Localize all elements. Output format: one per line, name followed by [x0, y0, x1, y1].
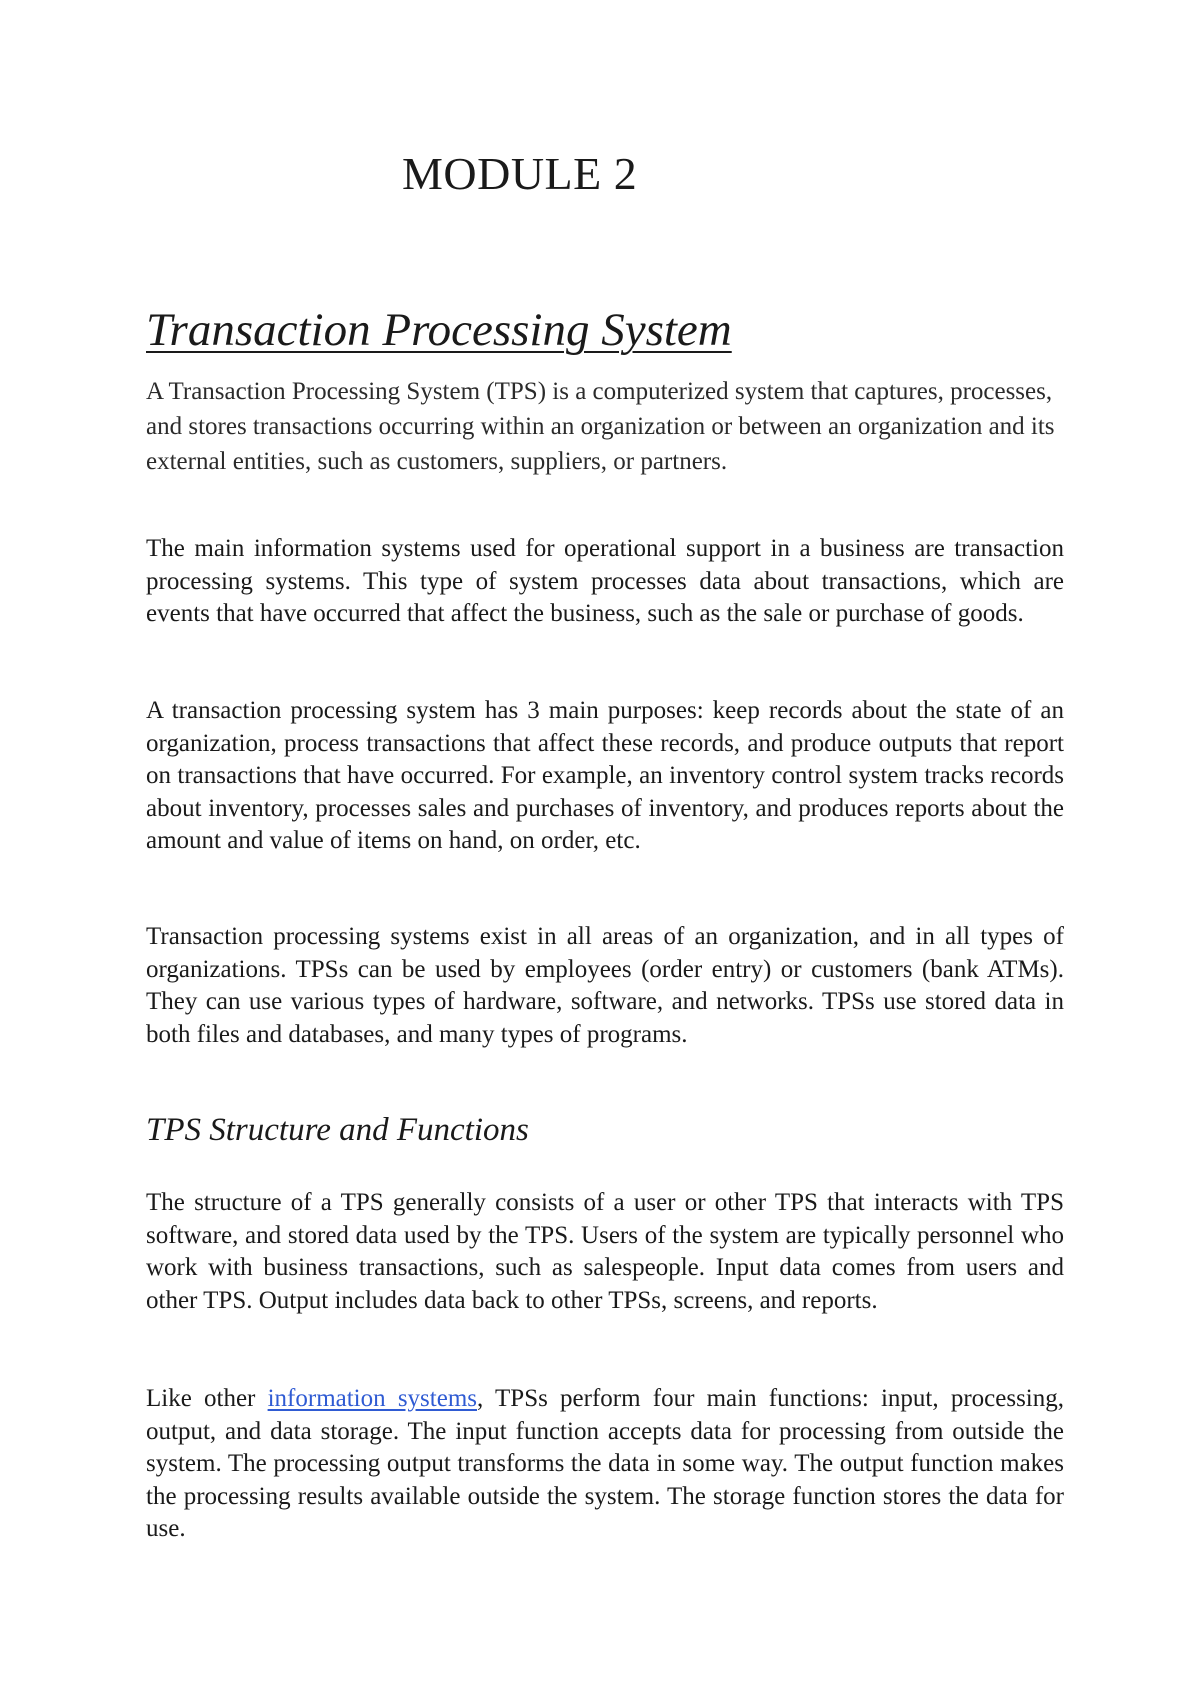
paragraph-functions-rest: , TPSs perform four main functions: input, processing, output, and data storage. The input function accepts data for processing from outside the system. The processing output transforms the data in some way. The output function makes the processing results available outside the system. The storage function stores the data for use.: [146, 1385, 1064, 1542]
sub-heading: TPS Structure and Functions: [146, 1112, 529, 1148]
module-title: MODULE 2: [402, 148, 638, 199]
main-heading: Transaction Processing System: [146, 304, 732, 356]
paragraph-functions: [146, 1383, 1064, 1546]
information-systems-link[interactable]: information systems: [267, 1385, 478, 1412]
paragraph-tps-definition: A Transaction Processing System (TPS) is a computerized system that captures, processes, and stores transactions occurring within an organization or between an organization and its external entities, such as customers, suppliers, or partners.: [146, 378, 1055, 475]
paragraph-functions-lead: Like other: [146, 1385, 268, 1412]
paragraph-operational-support: The main information systems used for operational support in a business are transaction processing systems. This type of system processes data about transactions, which are events that have occurred that affect the business, such as the sale or purchase of goods.: [146, 535, 1064, 627]
paragraph-structure: The structure of a TPS generally consists of a user or other TPS that interacts with TPS software, and stored data used by the TPS. Users of the system are typically personnel who work with business transactions, such as salespeople. Input data comes from users and other TPS. Output includes data back to other TPSs, screens, and reports.: [146, 1189, 1064, 1314]
paragraph-areas: Transaction processing systems exist in all areas of an organization, and in all types of organizations. TPSs can be used by employees (order entry) or customers (bank ATMs). They can use various types of hardware, software, and networks. TPSs use stored data in both files and databases, and many types of programs.: [146, 923, 1064, 1048]
paragraph-main-purposes: A transaction processing system has 3 main purposes: keep records about the state of an organization, process transactions that affect these records, and produce outputs that report on transactions that have occurred. For example, an inventory control system tracks records about inventory, processes sales and purchases of inventory, and produces reports about the amount and value of items on hand, on order, etc.: [146, 697, 1064, 854]
